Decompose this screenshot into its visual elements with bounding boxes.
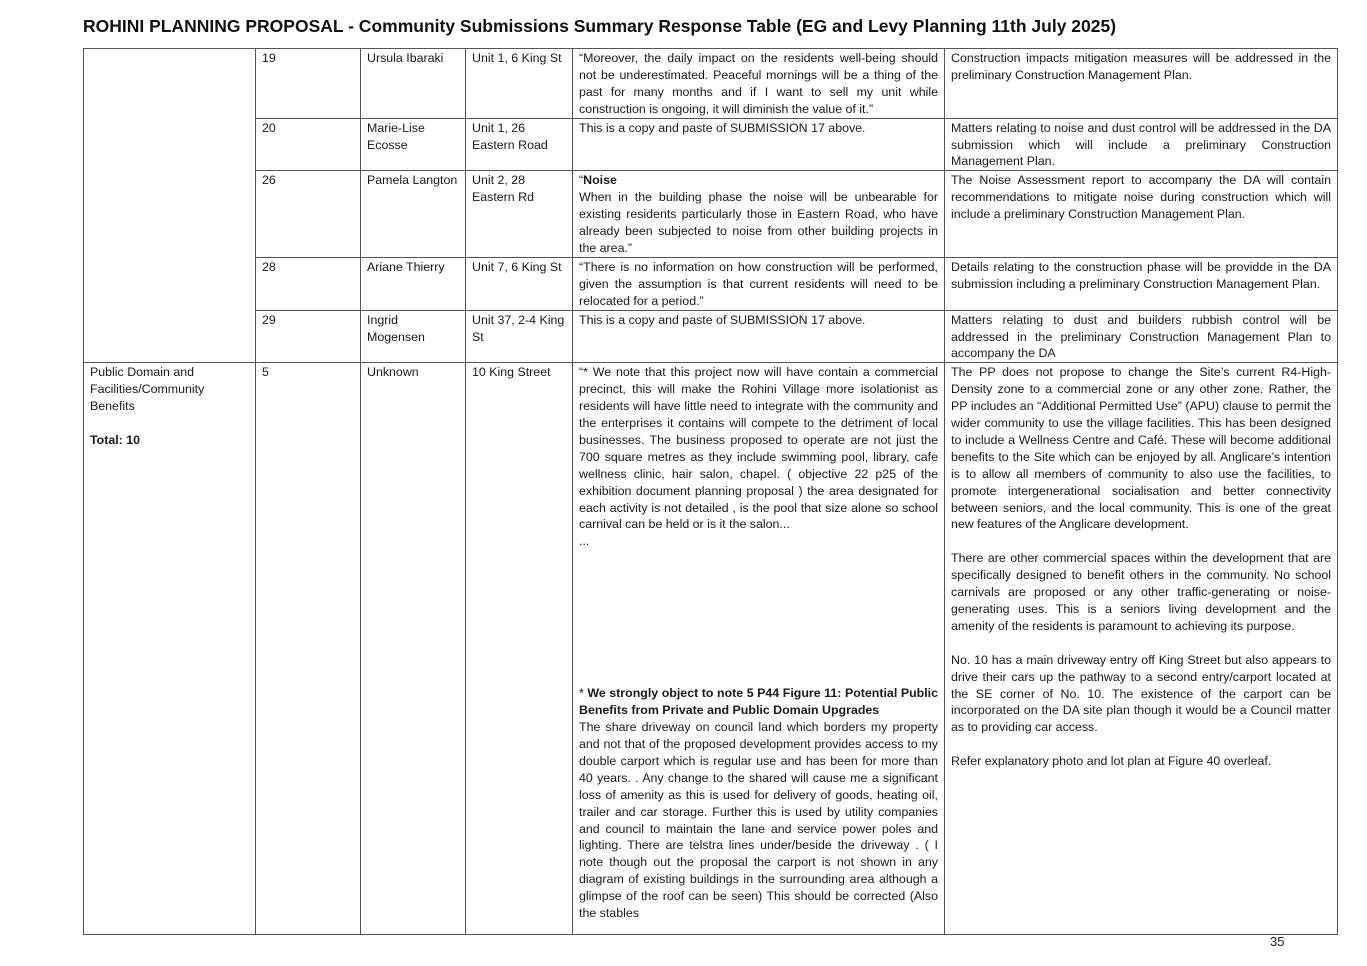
submitter-name: Unknown [361,363,466,935]
response-text: Construction impacts mitigation measures will be addressed in the preliminary Construction Management Plan. [945,49,1338,119]
category-cell [84,363,256,935]
submitter-address: Unit 1, 6 King St [466,49,573,119]
submitter-address: Unit 7, 6 King St [466,257,573,310]
submission-text: “Moreover, the daily impact on the residents well-being should not be underestimated. Peaceful mornings will be a thing of the past for many months and if I want to sell my unit while construction is ongoing, it will diminish the value of it.” [573,49,945,119]
response-paragraph: No. 10 has a main driveway entry off King Street but also appears to drive their cars up the pathway to a second entry/carport located at the SE corner of No. 10. The existence of the carport can be incorporated on the DA site plan though it would be a Council matter as to providing car access. [951,652,1331,735]
submission-heading: We strongly object to note 5 P44 Figure 11: Potential Public Benefits from Private and Public Domain Upgrades [579,686,938,718]
table-row [84,49,1338,119]
response-text [945,363,1338,935]
submission-body: “* We note that this project now will have contain a commercial precinct, this will make the Rohini Village more isolationist as residents will have little need to integrate with the community and the enterprises it contains will compete to the detriment of local businesses. The business proposed to operate are not just the 700 square metres as they include swimming pool, library, cafe wellness clinic, hair salon, chapel. ( objective 22 p25 of the exhibition document planning proposal ) the area designated for each activity is not detailed , is the pool that size alone so school carnival can be held or is it the salon... [579,365,938,532]
submitter-address: Unit 1, 26 Eastern Road [466,118,573,171]
submitter-name: Pamela Langton [361,171,466,258]
table-row [84,257,1338,310]
response-text: Matters relating to dust and builders rubbish control will be addressed in the preliminary Construction Management Plan to accompany the DA [945,310,1338,363]
submitter-name: Marie-Lise Ecosse [361,118,466,171]
paragraph-spacer [951,736,1331,753]
table-row [84,171,1338,258]
category-spacer [90,415,249,432]
submitter-name: Ursula Ibaraki [361,49,466,119]
submission-text: This is a copy and paste of SUBMISSION 17 above. [573,310,945,363]
page-number: 35 [1270,934,1285,949]
response-text: Matters relating to noise and dust control will be addressed in the DA submission which will include a preliminary Construction Management Plan. [945,118,1338,171]
category-total: Total: 10 [90,432,141,447]
submitter-address: 10 King Street [466,363,573,935]
submitter-name: Ariane Thierry [361,257,466,310]
table-row [84,310,1338,363]
submission-bullet: * [579,686,588,701]
submitter-address: Unit 2, 28 Eastern Rd [466,171,573,258]
category-cell-empty [84,49,256,363]
submission-body: The share driveway on council land which borders my property and not that of the proposed development provides access to my double carport which is regular use and has been for more than 40 years. . Any change to the shared will cause me a significant loss of amenity as this is used for delivery of goods, heating oil, trailer and car storage. Further this is used by utility companies and council to maintain the lane and service power poles and lighting. There are telstra lines under/beside the driveway . ( I note though out the proposal the carport is not shown in any diagram of existing buildings in the surrounding area although a glimpse of the roof can be seen) This should be corrected (Also the stables [579,720,938,921]
submission-number: 29 [256,310,361,363]
submission-body: When in the building phase the noise will be unbearable for existing residents particularly those in Eastern Road, who have already been subjected to noise from other building projects in the area.” [579,190,938,255]
response-text: The Noise Assessment report to accompany the DA will contain recommendations to mitigate noise during construction which will include a preliminary Construction Management Plan. [945,171,1338,258]
response-paragraph: The PP does not propose to change the Site’s current R4-High-Density zone to a commercial zone or any other zone. Rather, the PP includes an “Additional Permitted Use” (APU) clause to permit the wider community to use the village facilities. This has been designed to include a Wellness Centre and Café. These will become additional benefits to the Site which can be enjoyed by all. Anglicare’s intention is to allow all members of community to also use the facilities, to promote intergenerational socialisation and better connectivity between seniors, and the local community. This is one of the great new features of the Anglicare development. [951,365,1331,532]
submission-text [573,363,945,935]
response-text: Details relating to the construction phase will be providde in the DA submission including a preliminary Construction Management Plan. [945,257,1338,310]
submission-number: 28 [256,257,361,310]
category-label: Public Domain and Facilities/Community Benefits [90,365,205,414]
submission-text [573,171,945,258]
submission-quote-mark: “ [579,173,584,188]
submitter-name: Ingrid Mogensen [361,310,466,363]
submitter-address: Unit 37, 2-4 King St [466,310,573,363]
submission-heading: Noise [583,173,617,188]
paragraph-spacer [951,635,1331,652]
table-row [84,118,1338,171]
submission-text: This is a copy and paste of SUBMISSION 17 above. [573,118,945,171]
table-row [84,363,1338,935]
submission-spacer [579,550,938,685]
submission-number: 5 [256,363,361,935]
paragraph-spacer [951,533,1331,550]
submission-number: 19 [256,49,361,119]
response-paragraph: Refer explanatory photo and lot plan at Figure 40 overleaf. [951,754,1272,769]
submission-text: “There is no information on how construction will be performed, given the assumption is that current residents will need to be relocated for a period.” [573,257,945,310]
submission-number: 26 [256,171,361,258]
submission-number: 20 [256,118,361,171]
submissions-response-table [83,48,1338,935]
page-title: ROHINI PLANNING PROPOSAL - Community Submissions Summary Response Table (EG and Levy Planning 11th July 2025) [83,16,1117,36]
submission-ellipsis: ... [579,534,590,549]
response-paragraph: There are other commercial spaces within the development that are specifically designed to benefit others in the community. No school carnivals are proposed or any other traffic-generating or noise-generating uses. This is a seniors living development and the amenity of the residents is paramount to achieving its purpose. [951,551,1331,633]
